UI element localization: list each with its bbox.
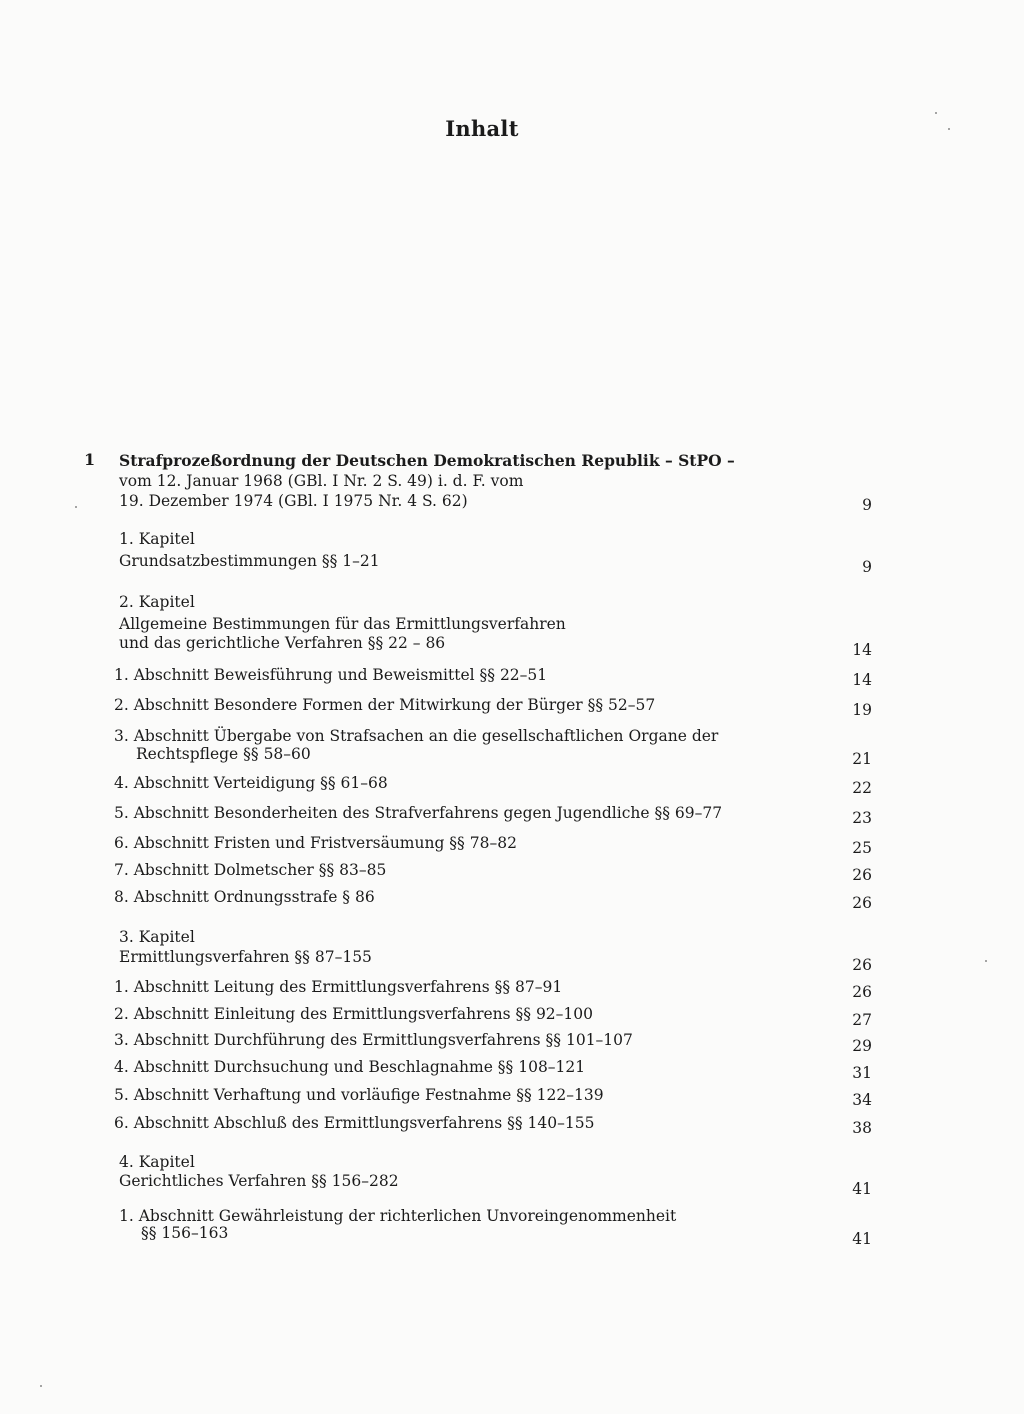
entry-subtitle-line3: 19. Dezember 1974 (GBl. I 1975 Nr. 4 S. 62) [119, 492, 468, 510]
abschnitt-page-number: 41 [852, 1230, 872, 1248]
abschnitt-page-number: 29 [852, 1037, 872, 1055]
abschnitt-page-number: 34 [852, 1091, 872, 1109]
kapitel-page-number: 14 [852, 641, 872, 659]
abschnitt-page-number: 26 [852, 894, 872, 912]
kapitel-label: 1. Kapitel [119, 530, 195, 548]
kapitel-title: Grundsatzbestimmungen §§ 1–21 [119, 552, 380, 570]
kapitel-label: 4. Kapitel [119, 1153, 195, 1171]
abschnitt-page-number: 26 [852, 866, 872, 884]
abschnitt-text: 3. Abschnitt Durchführung des Ermittlungsverfahrens §§ 101–107 [114, 1031, 633, 1049]
scan-speck [948, 128, 950, 130]
kapitel-title: Gerichtliches Verfahren §§ 156–282 [119, 1172, 399, 1190]
abschnitt-text: 6. Abschnitt Abschluß des Ermittlungsverfahrens §§ 140–155 [114, 1114, 595, 1132]
abschnitt-page-number: 31 [852, 1064, 872, 1082]
abschnitt-page-number: 14 [852, 671, 872, 689]
abschnitt-text: 3. Abschnitt Übergabe von Strafsachen an die gesellschaftlichen Organe der [114, 727, 719, 745]
entry-number: 1 [84, 450, 96, 469]
abschnitt-text: 8. Abschnitt Ordnungsstrafe § 86 [114, 888, 375, 906]
kapitel-label: 2. Kapitel [119, 593, 195, 611]
abschnitt-text: 5. Abschnitt Verhaftung und vorläufige Festnahme §§ 122–139 [114, 1086, 604, 1104]
abschnitt-text: 1. Abschnitt Beweisführung und Beweismittel §§ 22–51 [114, 666, 548, 684]
entry-title: Strafprozeßordnung der Deutschen Demokratischen Republik – StPO – [119, 451, 735, 470]
scan-speck [40, 1385, 42, 1387]
abschnitt-text: 4. Abschnitt Verteidigung §§ 61–68 [114, 774, 388, 792]
abschnitt-text-continued: §§ 156–163 [141, 1224, 229, 1242]
page-title: Inhalt [445, 116, 519, 141]
abschnitt-page-number: 19 [852, 701, 872, 719]
abschnitt-text: 2. Abschnitt Einleitung des Ermittlungsverfahrens §§ 92–100 [114, 1005, 594, 1023]
scan-speck [935, 112, 937, 114]
scan-speck [75, 506, 77, 508]
abschnitt-text: 4. Abschnitt Durchsuchung und Beschlagnahme §§ 108–121 [114, 1058, 586, 1076]
abschnitt-text: 2. Abschnitt Besondere Formen der Mitwirkung der Bürger §§ 52–57 [114, 696, 656, 714]
abschnitt-text-continued: Rechtspflege §§ 58–60 [136, 745, 311, 763]
kapitel-title-line2: und das gerichtliche Verfahren §§ 22 – 86 [119, 634, 446, 652]
kapitel-title: Ermittlungsverfahren §§ 87–155 [119, 948, 372, 966]
abschnitt-page-number: 25 [852, 839, 872, 857]
kapitel-page-number: 9 [862, 558, 872, 576]
abschnitt-text: 7. Abschnitt Dolmetscher §§ 83–85 [114, 861, 387, 879]
abschnitt-page-number: 22 [852, 779, 872, 797]
abschnitt-text: 6. Abschnitt Fristen und Fristversäumung §§ 78–82 [114, 834, 517, 852]
scan-speck [985, 960, 987, 962]
abschnitt-page-number: 38 [852, 1119, 872, 1137]
abschnitt-text: 5. Abschnitt Besonderheiten des Strafverfahrens gegen Jugendliche §§ 69–77 [114, 804, 723, 822]
abschnitt-text: 1. Abschnitt Gewährleistung der richterlichen Unvoreingenommenheit [119, 1207, 677, 1225]
abschnitt-text: 1. Abschnitt Leitung des Ermittlungsverfahrens §§ 87–91 [114, 978, 563, 996]
abschnitt-page-number: 27 [852, 1011, 872, 1029]
kapitel-page-number: 26 [852, 956, 872, 974]
entry-subtitle-line2: vom 12. Januar 1968 (GBl. I Nr. 2 S. 49) i. d. F. vom [119, 472, 524, 490]
abschnitt-page-number: 26 [852, 983, 872, 1001]
abschnitt-page-number: 21 [852, 750, 872, 768]
kapitel-page-number: 41 [852, 1180, 872, 1198]
abschnitt-page-number: 23 [852, 809, 872, 827]
entry-page-number: 9 [862, 496, 872, 514]
kapitel-title-line1: Allgemeine Bestimmungen für das Ermittlungsverfahren [119, 615, 566, 633]
kapitel-label: 3. Kapitel [119, 928, 195, 946]
